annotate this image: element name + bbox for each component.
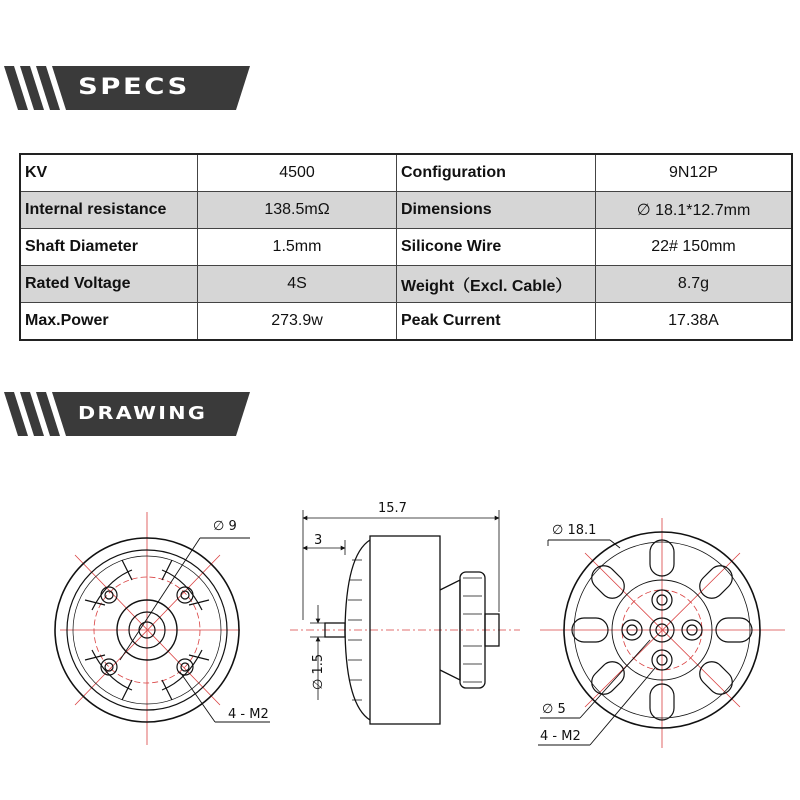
specs-banner <box>0 66 260 110</box>
rear-hole-leader <box>580 640 650 718</box>
spec-label: Peak Current <box>397 303 596 341</box>
spec-label: Internal resistance <box>20 192 198 229</box>
spec-label: Configuration <box>397 154 596 192</box>
spec-value: 138.5mΩ <box>198 192 397 229</box>
spec-value: 22# 150mm <box>596 229 793 266</box>
spec-value: 8.7g <box>596 266 793 303</box>
rear-vent-slot <box>695 561 737 603</box>
side-view <box>290 501 520 724</box>
rear-vent-slot <box>587 561 629 603</box>
table-row <box>20 229 792 266</box>
side-shaft-dia-label: ∅ 1.5 <box>311 653 326 690</box>
rear-view <box>538 518 785 748</box>
table-row <box>20 192 792 229</box>
front-screw-hole <box>177 587 193 603</box>
front-screw-hole <box>101 587 117 603</box>
rear-vent-slot <box>587 657 629 699</box>
rear-center-lines <box>540 518 785 748</box>
motor-drawing <box>0 470 800 790</box>
drawing-banner <box>0 392 260 436</box>
specs-title: SPECS <box>78 75 190 100</box>
side-length-label: 15.7 <box>378 501 407 516</box>
front-view <box>55 512 270 745</box>
table-row <box>20 303 792 341</box>
spec-value: 273.9w <box>198 303 397 341</box>
front-diameter-label: ∅ 9 <box>213 519 237 534</box>
rear-hole-label: ∅ 5 <box>542 702 566 717</box>
spec-value: 4S <box>198 266 397 303</box>
table-row <box>20 154 792 192</box>
specs-table <box>19 153 793 341</box>
spec-value: 1.5mm <box>198 229 397 266</box>
rear-screw-label: 4 - M2 <box>540 729 581 744</box>
spec-label: Shaft Diameter <box>20 229 198 266</box>
drawing-title: DRAWING <box>78 403 208 424</box>
front-screw-hole <box>101 659 117 675</box>
spec-label: Max.Power <box>20 303 198 341</box>
spec-label: Weight（Excl. Cable） <box>397 266 596 303</box>
table-row <box>20 266 792 303</box>
spec-label: KV <box>20 154 198 192</box>
front-screw-label: 4 - M2 <box>228 707 269 722</box>
rear-diameter-label: ∅ 18.1 <box>552 523 597 538</box>
spec-label: Dimensions <box>397 192 596 229</box>
spec-label: Rated Voltage <box>20 266 198 303</box>
side-shaft-len-label: 3 <box>314 533 323 548</box>
spec-value: 9N12P <box>596 154 793 192</box>
technical-drawing <box>0 470 800 790</box>
spec-value: 17.38A <box>596 303 793 341</box>
spec-label: Silicone Wire <box>397 229 596 266</box>
rear-vent-slot <box>695 657 737 699</box>
spec-value: ∅ 18.1*12.7mm <box>596 192 793 229</box>
spec-value: 4500 <box>198 154 397 192</box>
